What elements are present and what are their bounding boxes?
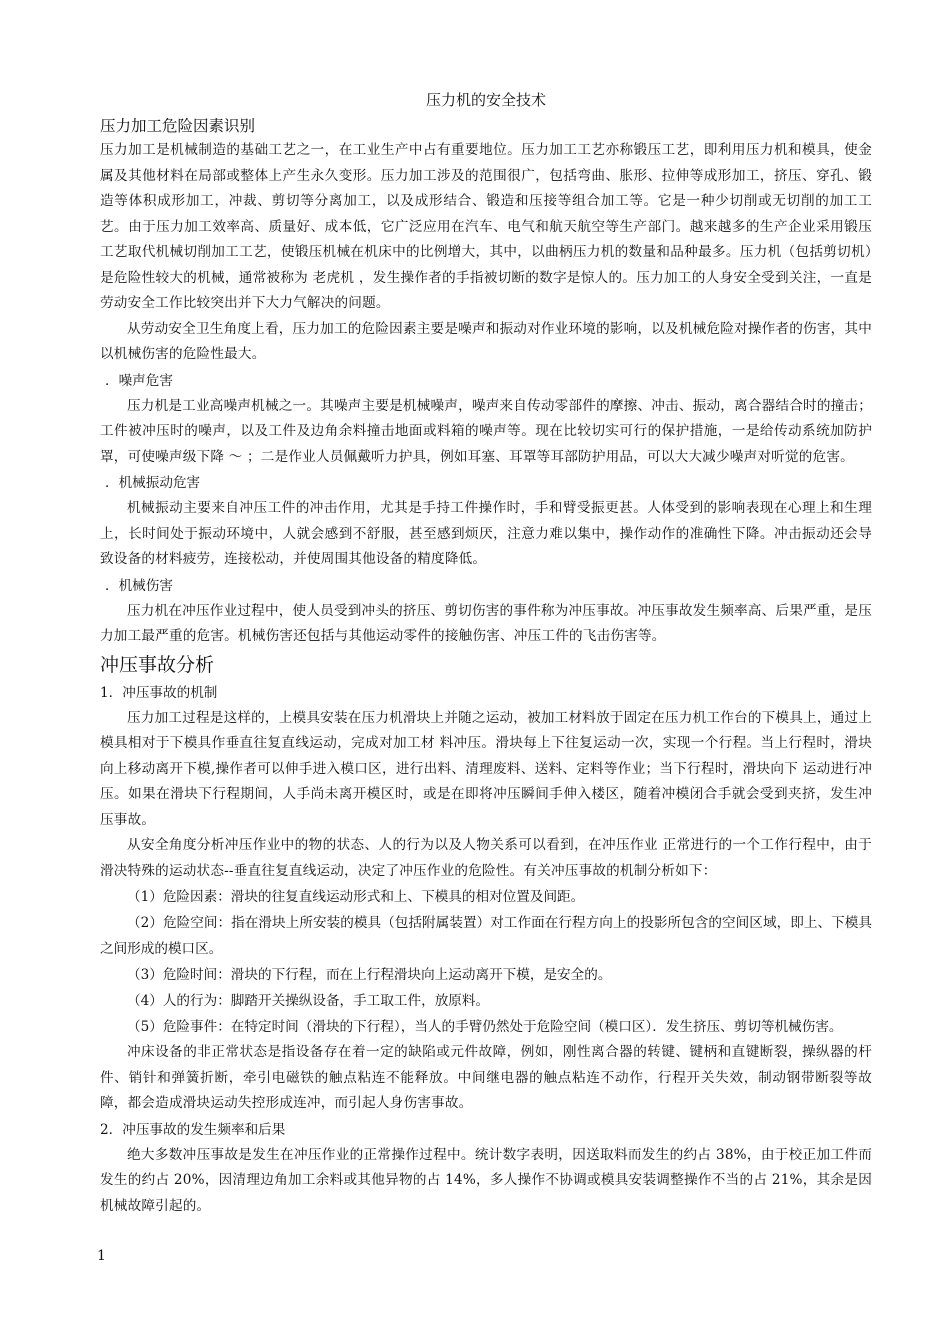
- subheading-noise-hazard: ．噪声危害: [105, 372, 173, 389]
- paragraph-mechanical-injury: 压力机在冲压作业过程中，使人员受到冲头的挤压、剪切伤害的事件称为冲压事故。冲压事故发生频率高、后果严重，是压力加工最严重的危害。机械伤害还包括与其他运动零件的接触伤害、冲压工件的飞击伤害等。: [100, 602, 872, 644]
- section-heading-hazard-identification: 压力加工危险因素识别: [100, 117, 256, 135]
- list-item: （5）危险事件：在特定时间（滑块的下行程），当人的手臂仍然处于危险空间（模口区）．发生挤压、剪切等机械伤害。: [127, 1019, 843, 1035]
- paragraph-vibration-hazard: 机械振动主要来自冲压工件的冲击作用，尤其是手持工件操作时，手和臂受振更甚。人体受到的影响表现在心理上和生理上，长时间处于振动环境中，人就会感到不舒服，甚至感到烦厌，注意力难以集中，操作动作的准确性下降。冲击振动还会导致设备的材料疲劳，连接松动，并使周围其他设备的精度降低。: [100, 500, 872, 567]
- paragraph-abnormal-state: 冲床设备的非正常状态是指设备存在着一定的缺陷或元件故障，例如，刚性离合器的转键、键柄和直键断裂，操纵器的杆件、销针和弹簧折断，牵引电磁铁的触点粘连不能释放。中间继电器的触点粘连不动作，行程开关失效，制动钢带断裂等故障，都会造成滑块运动失控形成连冲，而引起人身伤害事故。: [100, 1044, 872, 1111]
- subheading-accident-mechanism: 1．冲压事故的机制: [100, 684, 218, 701]
- list-item: （4）人的行为：脚踏开关操纵设备，手工取工件，放原料。: [127, 993, 490, 1009]
- document-page: [100, 86, 872, 1219]
- page-number: 1: [97, 1248, 106, 1264]
- list-item: （1）危险因素：滑块的往复直线运动形式和上、下模具的相对位置及间距。: [127, 889, 585, 905]
- paragraph-safety-analysis: 从安全角度分析冲压作业中的物的状态、人的行为以及人物关系可以看到，在冲压作业 正常进行的一个工作行程中，由于滑决特殊的运动状态--垂直往复直线运动，决定了冲压作业的危险性。有关冲压事故的机制分析如下：: [100, 837, 872, 879]
- paragraph-accident-frequency: 绝大多数冲压事故是发生在冲压作业的正常操作过程中。统计数字表明，因送取料而发生的约占 38%，由于校正加工件而发生的约占 20%，因清理边角加工余料或其他异物的占 14%，多人操作不协调或模具安装调整操作不当的占 21%，其余是因机械故障引起的。: [100, 1146, 872, 1214]
- list-item: （2）危险空间：指在滑块上所安装的模具（包括附属装置）对工作面在行程方向上的投影所包含的空间区域，即上、下模具之间形成的模口区。: [100, 915, 872, 957]
- section-heading-accident-analysis: 冲压事故分析: [100, 653, 215, 676]
- list-item: （3）危险时间：滑块的下行程，而在上行程滑块向上运动离开下模，是安全的。: [127, 967, 612, 983]
- paragraph-press-overview: 压力加工是机械制造的基础工艺之一，在工业生产中占有重要地位。压力加工工艺亦称锻压工艺，即利用压力机和模具，使金属及其他材料在局部或整体上产生永久变形。压力加工涉及的范围很广，包括弯曲、胀形、拉伸等成形加工，挤压、穿孔、锻造等体积成形加工，冲裁、剪切等分离加工，以及成形结合、锻造和压接等组合加工等。它是一种少切削或无切削的加工工艺。由于压力加工效率高、质量好、成本低，它广泛应用在汽车、电气和航天航空等生产部门。越来越多的生产企业采用锻压工艺取代机械切削加工工艺，使锻压机械在机床中的比例增大，其中，以曲柄压力机的数量和品种最多。压力机（包括剪切机）是危险性较大的机械，通常被称为 老虎机 ，发生操作者的手指被切断的数字是惊人的。压力加工的人身安全受到关注，一直是劳动安全工作比较突出并下大力气解决的问题。: [100, 142, 872, 311]
- paragraph-hazard-factors: 从劳动安全卫生角度上看，压力加工的危险因素主要是噪声和振动对作业环境的影响，以及机械危险对操作者的伤害，其中以机械伤害的危险性最大。: [100, 320, 872, 362]
- subheading-vibration-hazard: ．机械振动危害: [105, 475, 201, 491]
- document-title: 压力机的安全技术: [425, 91, 546, 109]
- subheading-accident-frequency: 2．冲压事故的发生频率和后果: [100, 1121, 286, 1138]
- paragraph-noise-hazard: 压力机是工业高噪声机械之一。其噪声主要是机械噪声，噪声来自传动零部件的摩擦、冲击、振动，离合器结合时的撞击；工件被冲压时的噪声，以及工件及边角余料撞击地面或料箱的噪声等。现在比较切实可行的保护措施，一是给传动系统加防护罩，可使噪声级下降 ～ ；二是作业人员佩戴听力护具，例如耳塞、耳罩等耳部防护用品，可以大大减少噪声对听觉的危害。: [100, 397, 872, 465]
- subheading-mechanical-injury: ．机械伤害: [105, 577, 173, 594]
- paragraph-press-process: 压力加工过程是这样的，上模具安装在压力机滑块上并随之运动，被加工材料放于固定在压力机工作台的下模具上，通过上模具相对于下模具作垂直往复直线运动，完成对加工材 料冲压。滑块每上下往复运动一次，实现一个行程。当上行程时，滑块向上移动离开下模,操作者可以伸手进入模口区，进行出料、清理废料、送料、定料等作业；当下行程时，滑块向下 运动进行冲压。如果在滑块下行程期间，人手尚未离开模区时，或是在即将冲压瞬间手伸入楼区，随着冲模闭合手就会受到夹挤，发生冲压事故。: [100, 709, 872, 828]
